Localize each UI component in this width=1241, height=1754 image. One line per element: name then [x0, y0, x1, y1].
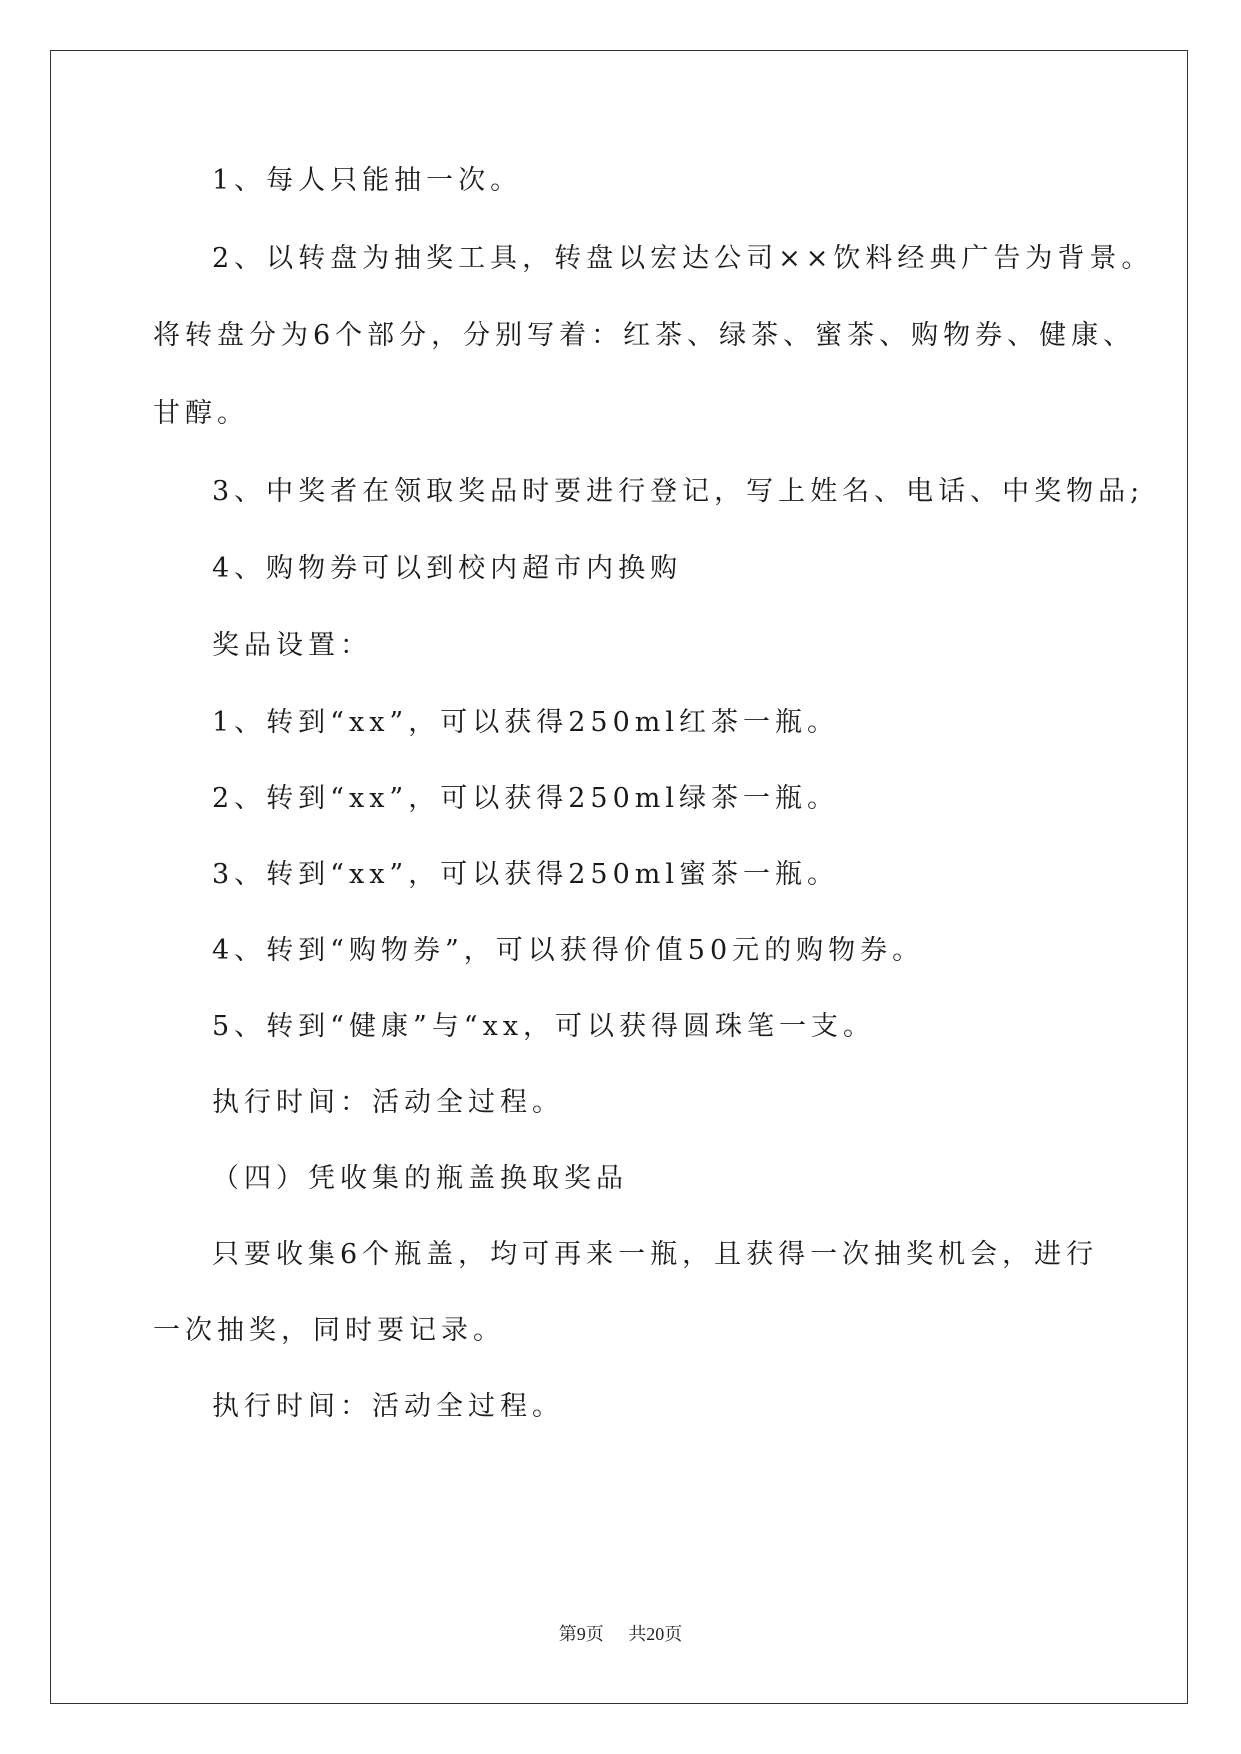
prize-item-3: 3、转到“xx”，可以获得250ml蜜茶一瓶。: [212, 859, 840, 890]
paragraph-rule-2-end: 甘醇。: [153, 398, 249, 429]
page-number: 第9页: [558, 1624, 604, 1644]
prize-item-4: 4、转到“购物券”，可以获得价值50元的购物券。: [212, 935, 925, 966]
prize-settings-heading: 奖品设置：: [212, 630, 372, 661]
prize-item-1: 1、转到“xx”，可以获得250ml红茶一瓶。: [212, 707, 840, 738]
paragraph-rule-4: 4、购物券可以到校内超市内换购: [212, 553, 683, 584]
paragraph-rule-1: 1、每人只能抽一次。: [212, 165, 523, 196]
paragraph-rule-3: 3、中奖者在领取奖品时要进行登记，写上姓名、电话、中奖物品;: [212, 476, 1145, 507]
paragraph-rule-2-cont: 将转盘分为6个部分，分别写着：红茶、绿茶、蜜茶、购物券、健康、: [153, 320, 1136, 351]
page-total: 共20页: [628, 1624, 683, 1644]
page-footer: [0, 1620, 1241, 1646]
execution-time-1: 执行时间：活动全过程。: [212, 1087, 564, 1118]
section-four-heading: （四）凭收集的瓶盖换取奖品: [212, 1163, 628, 1194]
prize-item-5: 5、转到“健康”与“xx，可以获得圆珠笔一支。: [212, 1011, 876, 1042]
execution-time-2: 执行时间：活动全过程。: [212, 1391, 564, 1422]
paragraph-rule-2: 2、以转盘为抽奖工具，转盘以宏达公司××饮料经典广告为背景。: [212, 243, 1154, 274]
bottle-cap-paragraph: 只要收集6个瓶盖，均可再来一瓶，且获得一次抽奖机会，进行: [212, 1239, 1099, 1270]
bottle-cap-paragraph-cont: 一次抽奖，同时要记录。: [153, 1315, 505, 1346]
prize-item-2: 2、转到“xx”，可以获得250ml绿茶一瓶。: [212, 783, 840, 814]
